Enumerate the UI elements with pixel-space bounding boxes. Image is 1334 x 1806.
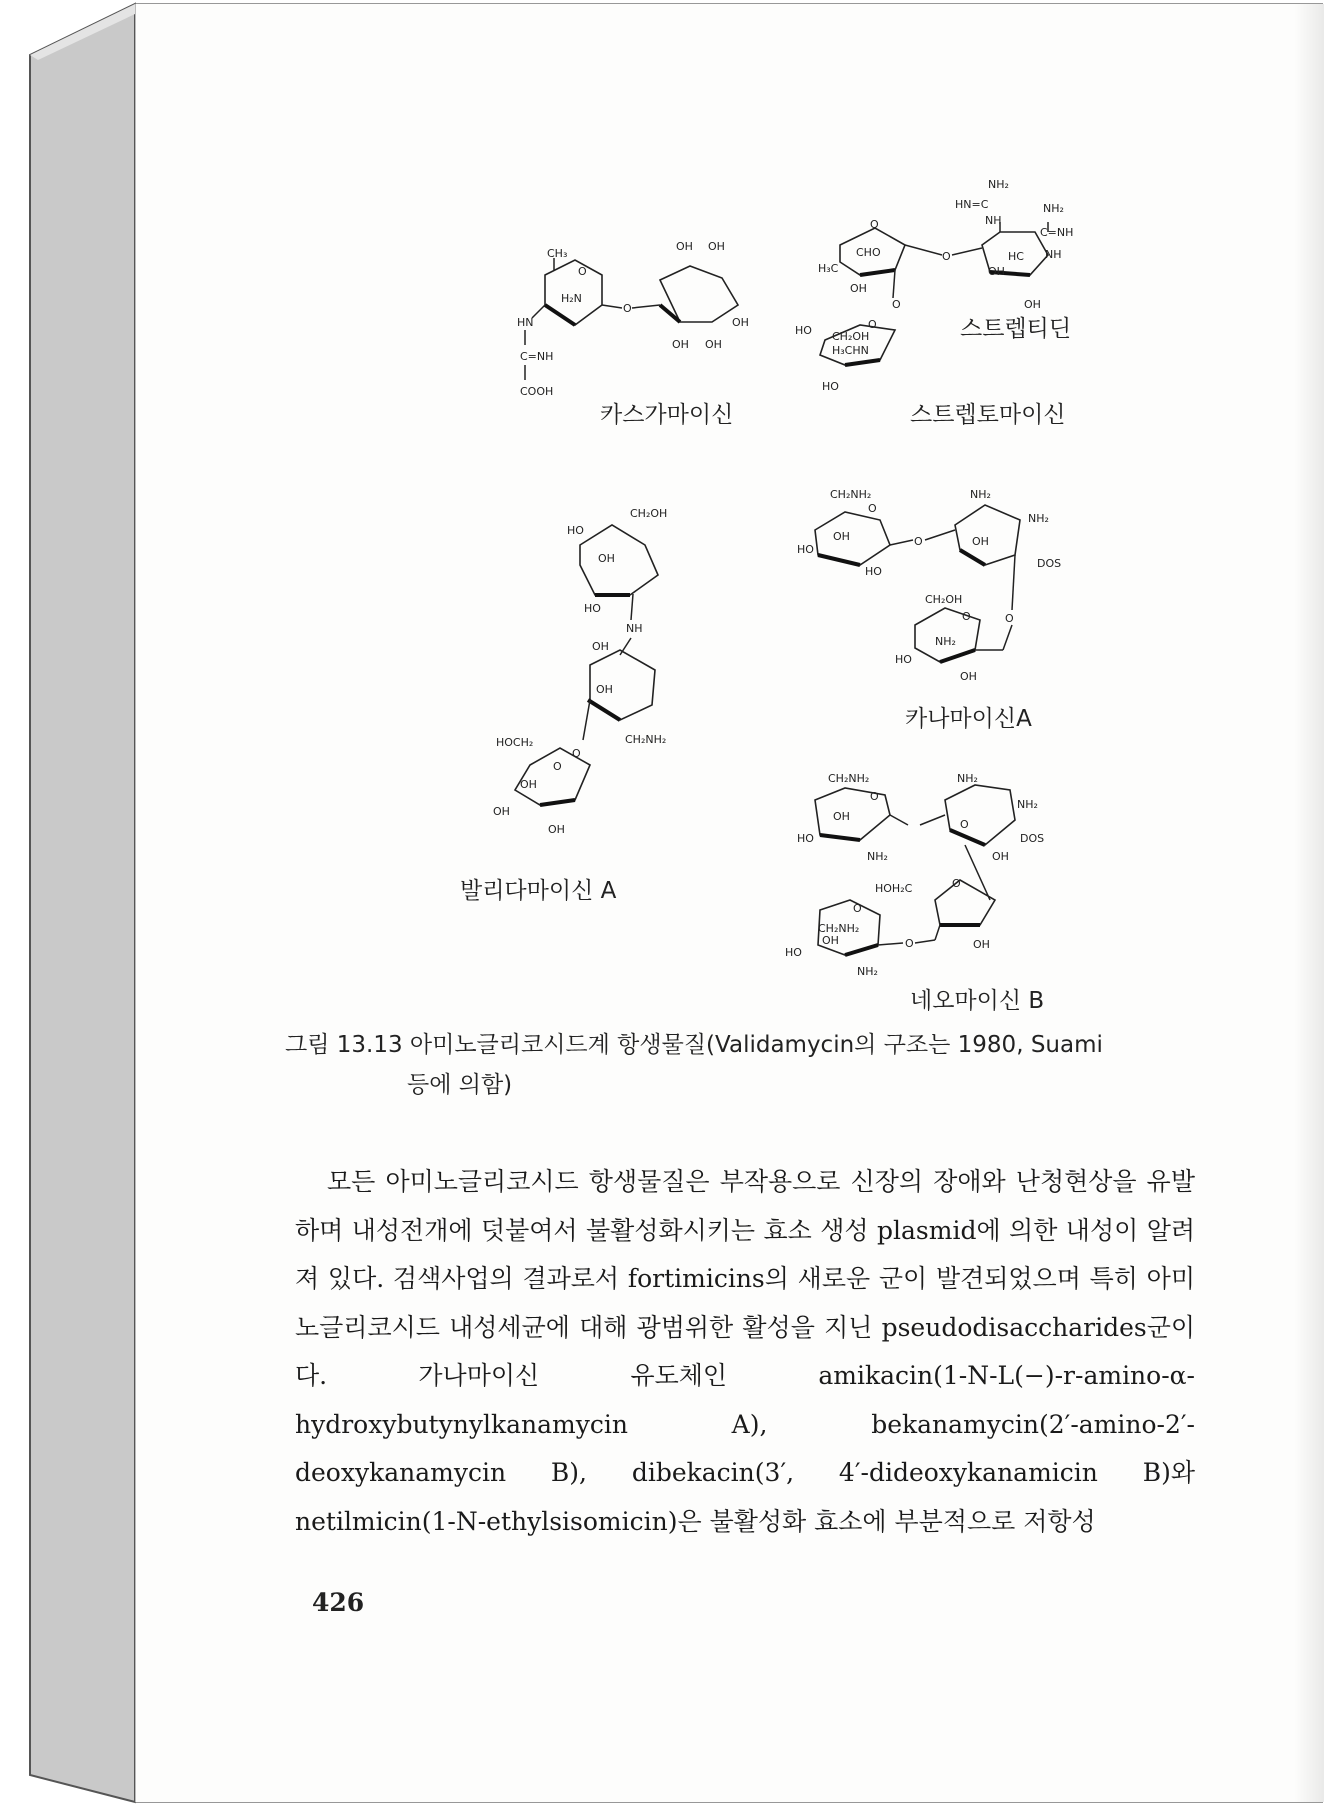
kasugamycin-atom: OH xyxy=(705,338,722,351)
kanamycin-atom: O xyxy=(962,610,971,623)
neomycin-atom: NH₂ xyxy=(857,965,878,978)
streptomycin-atom: NH xyxy=(985,214,1002,227)
kasugamycin-structure xyxy=(517,240,749,398)
neomycin-atom: HO xyxy=(797,832,814,845)
neomycin-atom: NH₂ xyxy=(867,850,888,863)
streptomycin-atom: H₃CHN xyxy=(832,344,869,357)
streptomycin-atom: O xyxy=(868,318,877,331)
validamycin-structure xyxy=(493,507,667,836)
validamycin-atom: HOCH₂ xyxy=(496,736,534,749)
streptomycin-atom: O xyxy=(942,250,951,263)
neomycin-atom: OH xyxy=(992,850,1009,863)
streptomycin-atom: HN=C xyxy=(955,198,989,211)
kasugamycin-atom: CH₃ xyxy=(547,247,568,260)
validamycin-atom: HO xyxy=(584,602,601,615)
streptomycin-atom: OH xyxy=(988,265,1005,278)
streptomycin-atom: CH₂OH xyxy=(832,330,870,343)
kasugamycin-atom: OH xyxy=(708,240,725,253)
validamycin-atom: O xyxy=(572,747,581,760)
validamycin-atom: OH xyxy=(520,778,537,791)
neomycin-atom: OH xyxy=(822,934,839,947)
kanamycin-atom: O xyxy=(914,535,923,548)
streptomycin-atom: NH xyxy=(1045,248,1062,261)
kanamycin-structure xyxy=(797,488,1061,683)
streptomycin-structure xyxy=(795,178,1073,393)
neomycin-atom: O xyxy=(870,790,879,803)
validamycin-atom: HO xyxy=(567,524,584,537)
kanamycin-atom: NH₂ xyxy=(1028,512,1049,525)
validamycin-atom: OH xyxy=(592,640,609,653)
streptomycin-atom: H₃C xyxy=(818,262,839,275)
validamycin-atom: CH₂NH₂ xyxy=(625,733,667,746)
validamycin-atom: OH xyxy=(596,683,613,696)
neomycin-label: 네오마이신 B xyxy=(910,988,1045,1014)
validamycin-atom: CH₂OH xyxy=(630,507,668,520)
kasugamycin-atom: H₂N xyxy=(561,292,582,305)
validamycin-atom: OH xyxy=(548,823,565,836)
streptomycin-atom: HO xyxy=(822,380,839,393)
body-text xyxy=(295,1158,1195,1546)
kanamycin-atom: OH xyxy=(833,530,850,543)
neomycin-atom: O xyxy=(952,877,961,890)
streptomycin-atom: NH₂ xyxy=(1043,202,1064,215)
neomycin-atom: OH xyxy=(973,938,990,951)
kanamycin-atom: OH xyxy=(972,535,989,548)
kasugamycin-atom: HN xyxy=(517,316,534,329)
streptomycin-atom: NH₂ xyxy=(988,178,1009,191)
neomycin-atom: CH₂NH₂ xyxy=(818,922,860,935)
neomycin-structure xyxy=(785,772,1044,978)
streptomycin-atom: O xyxy=(870,218,879,231)
kanamycin-atom: DOS xyxy=(1037,557,1062,570)
kanamycin-atom: O xyxy=(1005,612,1014,625)
neomycin-atom: O xyxy=(905,937,914,950)
kasugamycin-atom: C=NH xyxy=(520,350,554,363)
kanamycin-atom: O xyxy=(868,502,877,515)
kanamycin-atom: OH xyxy=(960,670,977,683)
validamycin-label: 발리다마이신 A xyxy=(460,878,617,904)
body-paragraph: 모든 아미노글리코시드 항생물질은 부작용으로 신장의 장애와 난청현상을 유발하며 내성전개에 덧붙여서 불활성화시키는 효소 생성 plasmid에 의한 내성이 알려져 있다. 검색사업의 결과로서 fortimicins의 새로운 군이 발견되었으며 특히 아미노글리코시드 내성세균에 대해 광범위한 활성을 지닌 pseudodisaccharides군이다. 가나마이신 유도체인 amikacin(1-N-L(−)-r-amino-α-hydroxybutynylkanamycin A), bekanamycin(2′-amino-2′-deoxykanamycin B), dibekacin(3′, 4′-dideoxykanamicin B)와 netilmicin(1-N-ethylsisomicin)은 불활성화 효소에 부분적으로 저항성 xyxy=(295,1167,1195,1536)
neomycin-atom: NH₂ xyxy=(957,772,978,785)
kasugamycin-atom: O xyxy=(623,302,632,315)
streptomycin-atom: CHO xyxy=(856,246,881,259)
kanamycin-atom: HO xyxy=(895,653,912,666)
neomycin-atom: O xyxy=(853,902,862,915)
figure-caption xyxy=(285,1025,1195,1105)
figure-caption-line-1: 그림 13.13 아미노글리코시드계 항생물질(Validamycin의 구조는 1980, Suami xyxy=(285,1032,1103,1058)
neomycin-atom: O xyxy=(960,818,969,831)
kanamycin-atom: HO xyxy=(797,543,814,556)
kasugamycin-label: 카스가마이신 xyxy=(600,402,734,428)
streptomycin-atom: HO xyxy=(795,324,812,337)
neomycin-atom: OH xyxy=(833,810,850,823)
kasugamycin-atom: OH xyxy=(676,240,693,253)
kanamycin-atom: HO xyxy=(865,565,882,578)
validamycin-atom: OH xyxy=(598,552,615,565)
validamycin-atom: O xyxy=(553,760,562,773)
kasugamycin-atom: OH xyxy=(732,316,749,329)
kasugamycin-atom: COOH xyxy=(520,385,554,398)
streptomycin-label: 스트렙토마이신 xyxy=(910,402,1066,428)
neomycin-atom: CH₂NH₂ xyxy=(828,772,870,785)
streptomycin-atom: OH xyxy=(1024,298,1041,311)
page-number: 426 xyxy=(312,1588,365,1617)
neomycin-atom: NH₂ xyxy=(1017,798,1038,811)
neomycin-atom: HOH₂C xyxy=(875,882,913,895)
streptomycin-atom: OH xyxy=(850,282,867,295)
validamycin-atom: NH xyxy=(626,622,643,635)
streptidine-label: 스트렙티딘 xyxy=(960,316,1072,342)
kanamycin-atom: CH₂OH xyxy=(925,593,963,606)
neomycin-atom: HO xyxy=(785,946,802,959)
kanamycin-atom: NH₂ xyxy=(935,635,956,648)
streptomycin-atom: O xyxy=(892,298,901,311)
streptomycin-atom: C=NH xyxy=(1040,226,1074,239)
neomycin-atom: DOS xyxy=(1020,832,1045,845)
validamycin-atom: OH xyxy=(493,805,510,818)
kanamycin-label: 카나마이신A xyxy=(905,706,1032,732)
kanamycin-atom: NH₂ xyxy=(970,488,991,501)
kasugamycin-atom: OH xyxy=(672,338,689,351)
kasugamycin-atom: O xyxy=(578,265,587,278)
figure-caption-line-2: 등에 의함) xyxy=(407,1072,513,1098)
streptomycin-atom: HC xyxy=(1008,250,1024,263)
kanamycin-atom: CH₂NH₂ xyxy=(830,488,872,501)
